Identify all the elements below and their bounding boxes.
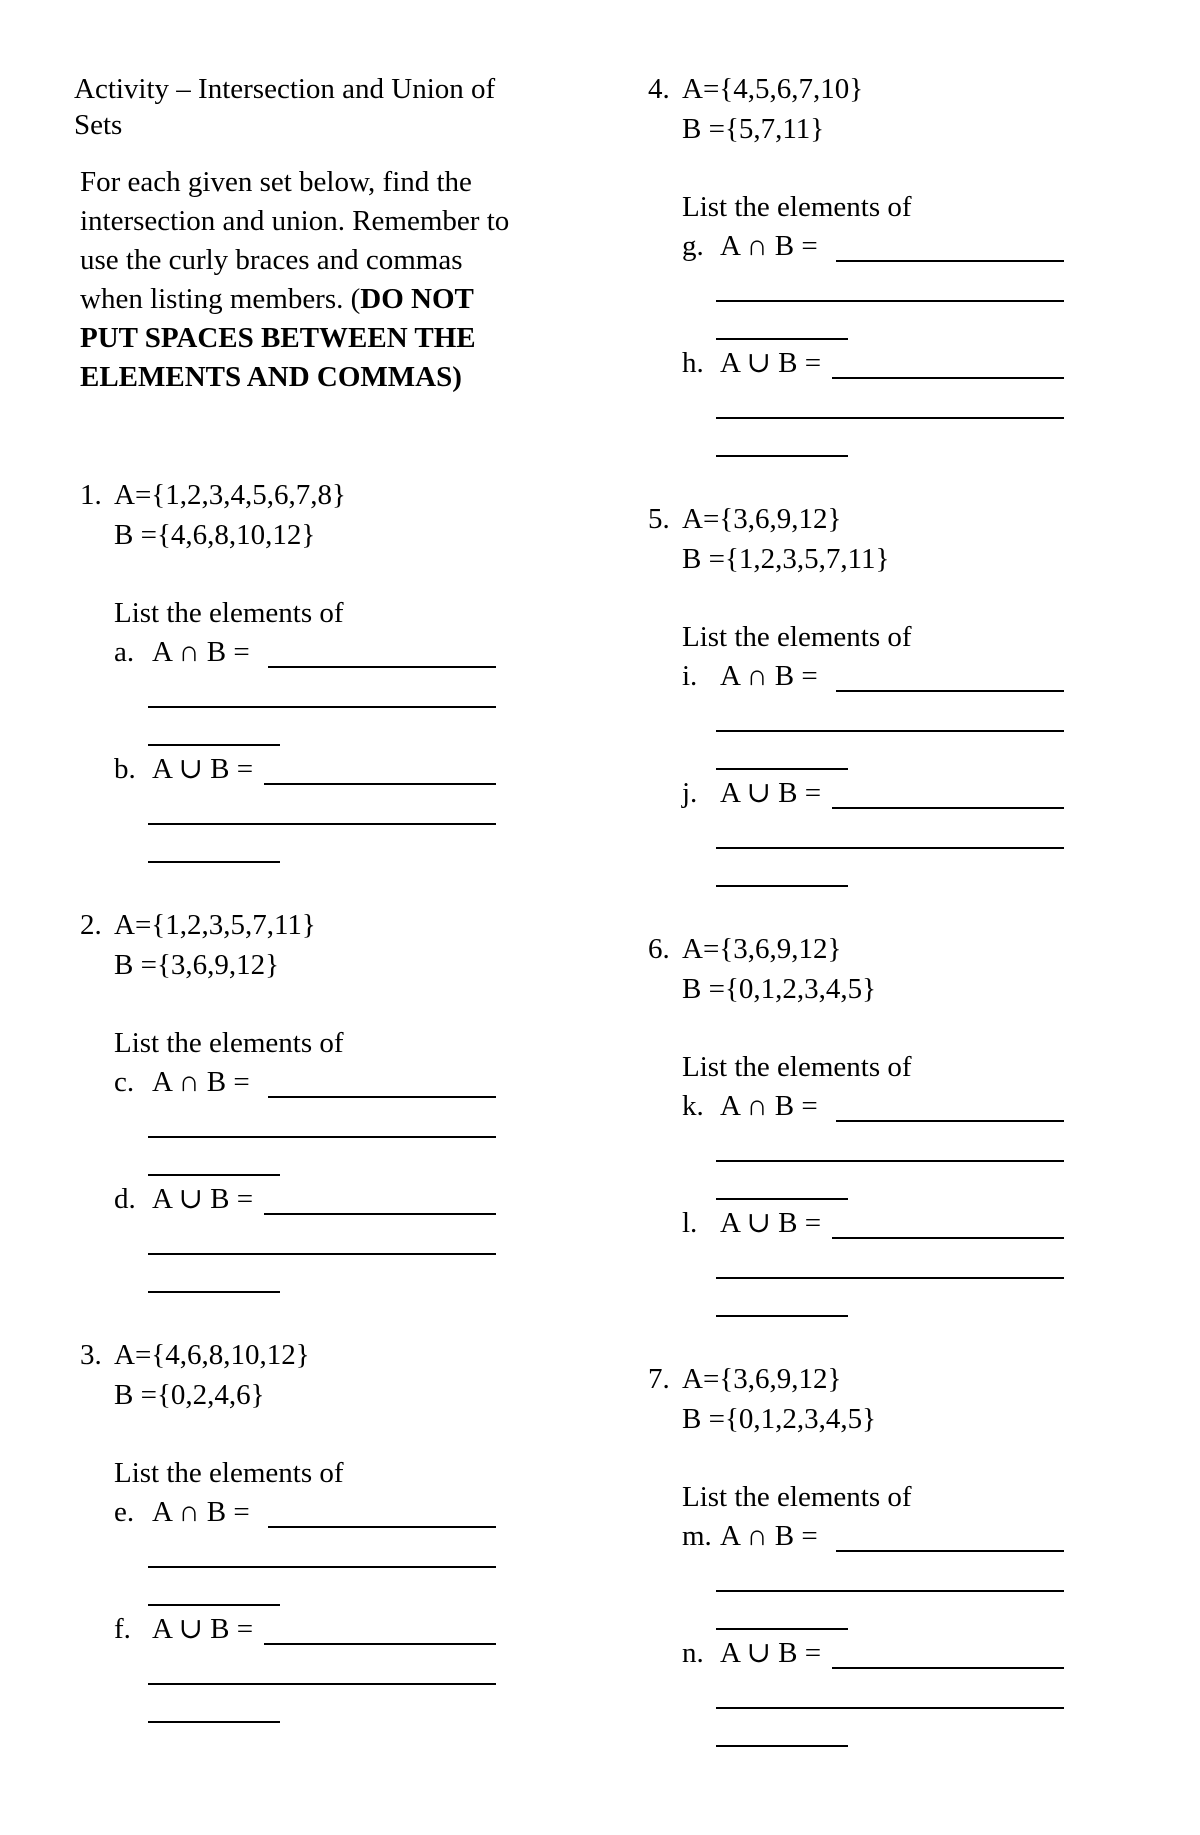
answer-line[interactable] (148, 1174, 280, 1176)
set-a: A={3,6,9,12} (682, 933, 842, 965)
answer-line[interactable] (716, 338, 848, 340)
worksheet-title-line1: Activity – Intersection and Union of (74, 73, 496, 105)
answer-line[interactable] (264, 783, 496, 785)
answer-line[interactable] (832, 1237, 1064, 1239)
answer-line[interactable] (716, 1707, 1064, 1709)
instruction-line: use the curly braces and commas (80, 244, 463, 276)
answer-line[interactable] (716, 1745, 848, 1747)
instruction-text: when listing members. ( (80, 283, 361, 315)
part-letter: g. (682, 230, 704, 262)
problem-number: 2. (80, 909, 102, 941)
prompt-text: List the elements of (114, 1457, 344, 1489)
instruction-line (80, 280, 580, 319)
set-b: B ={5,7,11} (682, 113, 825, 145)
answer-line[interactable] (148, 823, 496, 825)
part-letter: l. (682, 1207, 698, 1239)
problem-number: 7. (648, 1363, 670, 1395)
answer-line[interactable] (832, 377, 1064, 379)
part-letter: n. (682, 1637, 704, 1669)
part-letter: c. (114, 1066, 135, 1098)
answer-line[interactable] (148, 861, 280, 863)
answer-line[interactable] (268, 666, 496, 668)
part-letter: k. (682, 1090, 704, 1122)
intersection-expression: A ∩ B = (152, 636, 250, 668)
set-a: A={4,5,6,7,10} (682, 73, 864, 105)
union-expression: A ∪ B = (152, 1613, 254, 1645)
part-letter: b. (114, 753, 136, 785)
answer-line[interactable] (264, 1213, 496, 1215)
answer-line[interactable] (716, 300, 1064, 302)
answer-line[interactable] (148, 706, 496, 708)
union-expression: A ∪ B = (720, 347, 822, 379)
part-letter: d. (114, 1183, 136, 1215)
set-b: B ={4,6,8,10,12} (114, 519, 316, 551)
instructions (80, 163, 580, 397)
answer-line[interactable] (716, 847, 1064, 849)
instruction-line: For each given set below, find the (80, 166, 472, 198)
part-letter: m. (682, 1520, 712, 1552)
prompt-text: List the elements of (682, 1481, 912, 1513)
answer-line[interactable] (148, 1604, 280, 1606)
set-b: B ={0,1,2,3,4,5} (682, 1403, 877, 1435)
part-letter: h. (682, 347, 704, 379)
answer-line[interactable] (836, 1120, 1064, 1122)
answer-line[interactable] (836, 1550, 1064, 1552)
instruction-line: intersection and union. Remember to (80, 205, 510, 237)
answer-line[interactable] (716, 1628, 848, 1630)
answer-line[interactable] (148, 1136, 496, 1138)
answer-line[interactable] (832, 807, 1064, 809)
intersection-expression: A ∩ B = (720, 1520, 818, 1552)
answer-line[interactable] (716, 768, 848, 770)
set-a: A={1,2,3,4,5,6,7,8} (114, 479, 346, 511)
union-expression: A ∪ B = (720, 777, 822, 809)
intersection-expression: A ∩ B = (720, 230, 818, 262)
set-a: A={3,6,9,12} (682, 503, 842, 535)
answer-line[interactable] (148, 1291, 280, 1293)
answer-line[interactable] (148, 1566, 496, 1568)
prompt-text: List the elements of (682, 621, 912, 653)
answer-line[interactable] (716, 1590, 1064, 1592)
problem-number: 3. (80, 1339, 102, 1371)
answer-line[interactable] (716, 1160, 1064, 1162)
worksheet-title-line2: Sets (74, 109, 123, 141)
instruction-bold: ELEMENTS AND COMMAS) (80, 361, 462, 393)
answer-line[interactable] (716, 730, 1064, 732)
problem-number: 4. (648, 73, 670, 105)
part-letter: f. (114, 1613, 131, 1645)
answer-line[interactable] (264, 1643, 496, 1645)
part-letter: e. (114, 1496, 135, 1528)
prompt-text: List the elements of (682, 1051, 912, 1083)
union-expression: A ∪ B = (720, 1207, 822, 1239)
problem-number: 1. (80, 479, 102, 511)
instruction-bold: PUT SPACES BETWEEN THE (80, 322, 476, 354)
answer-line[interactable] (836, 260, 1064, 262)
union-expression: A ∪ B = (152, 1183, 254, 1215)
union-expression: A ∪ B = (720, 1637, 822, 1669)
instruction-line (80, 319, 580, 358)
answer-line[interactable] (268, 1096, 496, 1098)
prompt-text: List the elements of (682, 191, 912, 223)
answer-line[interactable] (148, 1253, 496, 1255)
intersection-expression: A ∩ B = (720, 1090, 818, 1122)
answer-line[interactable] (148, 1683, 496, 1685)
union-expression: A ∪ B = (152, 753, 254, 785)
answer-line[interactable] (716, 1277, 1064, 1279)
part-letter: j. (682, 777, 698, 809)
part-letter: a. (114, 636, 135, 668)
answer-line[interactable] (836, 690, 1064, 692)
part-letter: i. (682, 660, 698, 692)
intersection-expression: A ∩ B = (152, 1066, 250, 1098)
prompt-text: List the elements of (114, 1027, 344, 1059)
set-b: B ={0,1,2,3,4,5} (682, 973, 877, 1005)
problem-number: 6. (648, 933, 670, 965)
set-b: B ={1,2,3,5,7,11} (682, 543, 890, 575)
answer-line[interactable] (716, 455, 848, 457)
set-a: A={1,2,3,5,7,11} (114, 909, 316, 941)
instruction-line (80, 358, 580, 397)
intersection-expression: A ∩ B = (152, 1496, 250, 1528)
answer-line[interactable] (716, 1198, 848, 1200)
instruction-bold: DO NOT (360, 283, 474, 315)
answer-line[interactable] (716, 1315, 848, 1317)
intersection-expression: A ∩ B = (720, 660, 818, 692)
answer-line[interactable] (148, 744, 280, 746)
answer-line[interactable] (716, 885, 848, 887)
set-b: B ={3,6,9,12} (114, 949, 280, 981)
set-a: A={4,6,8,10,12} (114, 1339, 310, 1371)
set-a: A={3,6,9,12} (682, 1363, 842, 1395)
set-b: B ={0,2,4,6} (114, 1379, 265, 1411)
problem-number: 5. (648, 503, 670, 535)
prompt-text: List the elements of (114, 597, 344, 629)
answer-line[interactable] (716, 417, 1064, 419)
answer-line[interactable] (148, 1721, 280, 1723)
answer-line[interactable] (268, 1526, 496, 1528)
answer-line[interactable] (832, 1667, 1064, 1669)
